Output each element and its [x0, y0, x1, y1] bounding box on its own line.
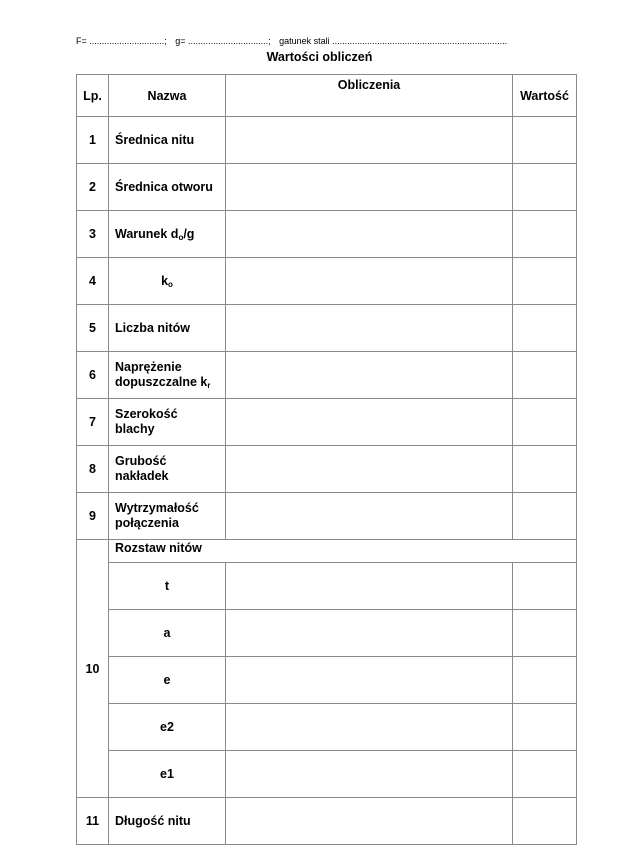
row-name-line2: połączenia — [115, 516, 179, 530]
value-cell[interactable] — [513, 704, 577, 751]
table-row — [77, 164, 577, 211]
value-cell[interactable] — [513, 117, 577, 164]
calc-cell[interactable] — [226, 446, 513, 493]
value-cell[interactable] — [513, 399, 577, 446]
table-row — [77, 657, 577, 704]
table-header-row — [77, 75, 577, 117]
row-name-text: k — [161, 273, 169, 288]
value-cell[interactable] — [513, 493, 577, 540]
table-row — [77, 305, 577, 352]
table-row — [77, 117, 577, 164]
row-number: 6 — [77, 352, 109, 399]
table-row — [77, 258, 577, 305]
value-cell[interactable] — [513, 563, 577, 610]
column-header-calc: Obliczenia — [226, 75, 513, 117]
table-row — [77, 798, 577, 845]
calc-cell[interactable] — [226, 798, 513, 845]
row-name: a — [109, 610, 226, 657]
value-cell[interactable] — [513, 305, 577, 352]
column-header-lp: Lp. — [77, 75, 109, 117]
column-header-name: Nazwa — [109, 75, 226, 117]
table-row — [77, 563, 577, 610]
row-name-subscript: r — [207, 381, 211, 390]
value-cell[interactable] — [513, 657, 577, 704]
row-name: t — [109, 563, 226, 610]
calc-cell[interactable] — [226, 164, 513, 211]
row-number: 4 — [77, 258, 109, 305]
calc-cell[interactable] — [226, 563, 513, 610]
row-name — [109, 352, 226, 399]
row-number: 1 — [77, 117, 109, 164]
row-number: 2 — [77, 164, 109, 211]
row-number: 7 — [77, 399, 109, 446]
row-name — [109, 399, 226, 446]
table-row — [77, 751, 577, 798]
row-name: e2 — [109, 704, 226, 751]
row-name — [109, 258, 226, 305]
row-number: 3 — [77, 211, 109, 258]
row-number: 5 — [77, 305, 109, 352]
column-header-value: Wartość — [513, 75, 577, 117]
value-cell[interactable] — [513, 446, 577, 493]
value-cell[interactable] — [513, 798, 577, 845]
row-number: 8 — [77, 446, 109, 493]
calc-cell[interactable] — [226, 704, 513, 751]
force-field: F= ..............................; — [76, 36, 167, 46]
table-row — [77, 352, 577, 399]
calc-cell[interactable] — [226, 117, 513, 164]
row-name — [109, 446, 226, 493]
value-cell[interactable] — [513, 751, 577, 798]
calc-cell[interactable] — [226, 399, 513, 446]
table-row — [77, 211, 577, 258]
table-row — [77, 446, 577, 493]
value-cell[interactable] — [513, 352, 577, 399]
table-row — [77, 493, 577, 540]
row-name: Liczba nitów — [109, 305, 226, 352]
value-cell[interactable] — [513, 211, 577, 258]
row-name: Średnica otworu — [109, 164, 226, 211]
thickness-field: g= ................................; — [175, 36, 271, 46]
calc-cell[interactable] — [226, 657, 513, 704]
page-title: Wartości obliczeń — [266, 50, 373, 64]
calc-cell[interactable] — [226, 751, 513, 798]
value-cell[interactable] — [513, 610, 577, 657]
calc-cell[interactable] — [226, 305, 513, 352]
row-name-line1: Szerokość — [115, 407, 178, 421]
table-row — [77, 610, 577, 657]
row-name-text: Warunek d — [115, 226, 179, 241]
section-title: Rozstaw nitów — [109, 540, 577, 563]
section-header-row — [77, 540, 577, 563]
row-name-line2: nakładek — [115, 469, 169, 483]
row-number: 11 — [77, 798, 109, 845]
calc-cell[interactable] — [226, 493, 513, 540]
row-name-line1: Naprężenie — [115, 360, 182, 374]
row-number: 10 — [77, 540, 109, 798]
row-name-subscript: o — [178, 232, 184, 242]
table-row — [77, 704, 577, 751]
row-name: e1 — [109, 751, 226, 798]
header-fields — [76, 36, 513, 46]
row-name: e — [109, 657, 226, 704]
row-name-subscript: o — [168, 279, 173, 289]
calc-cell[interactable] — [226, 258, 513, 305]
calc-cell[interactable] — [226, 352, 513, 399]
calculation-table — [76, 74, 577, 845]
calc-cell[interactable] — [226, 610, 513, 657]
row-name-line1: Grubość — [115, 454, 167, 468]
value-cell[interactable] — [513, 258, 577, 305]
row-name — [109, 493, 226, 540]
row-name-line2: blachy — [115, 422, 155, 436]
row-name-line1: Wytrzymałość — [115, 501, 199, 515]
calc-cell[interactable] — [226, 211, 513, 258]
value-cell[interactable] — [513, 164, 577, 211]
row-name: Długość nitu — [109, 798, 226, 845]
table-row — [77, 399, 577, 446]
steel-grade-field: gatunek stali ...................................................................... — [279, 36, 508, 46]
row-name-line2: dopuszczalne k — [115, 375, 208, 389]
row-number: 9 — [77, 493, 109, 540]
row-name — [109, 211, 226, 258]
row-name: Średnica nitu — [109, 117, 226, 164]
row-name-suffix: /g — [183, 226, 195, 241]
